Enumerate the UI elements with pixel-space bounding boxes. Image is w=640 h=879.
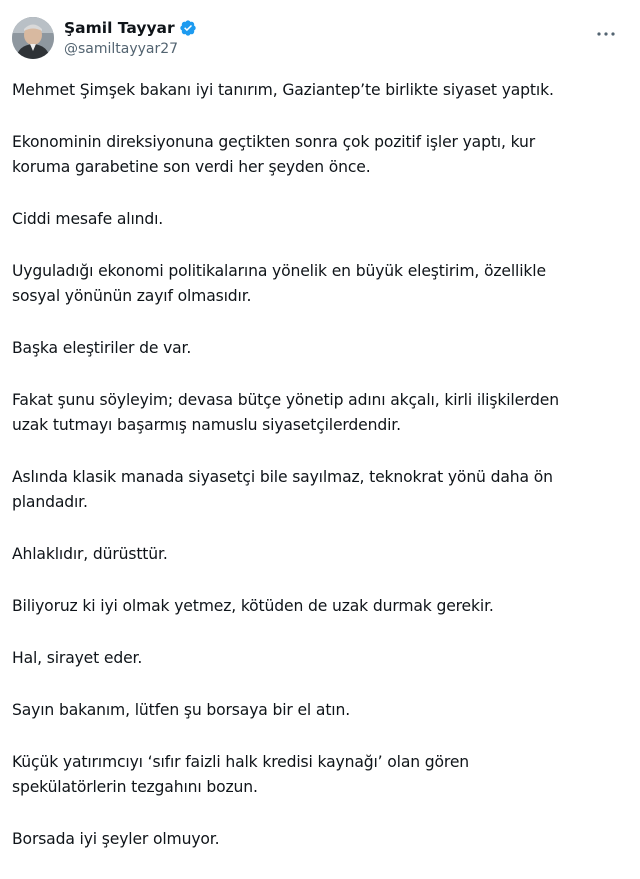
tweet-paragraph: Aslında klasik manada siyasetçi bile sayılmaz, teknokrat yönü daha ön plandadır. xyxy=(12,468,553,511)
tweet-paragraph: Ahlaklıdır, dürüsttür. xyxy=(12,545,168,563)
author-names xyxy=(64,18,197,57)
tweet-text xyxy=(12,78,628,879)
tweet-paragraph: Biliyoruz ki iyi olmak yetmez, kötüden de uzak durmak gerekir. xyxy=(12,597,494,615)
verified-badge-icon xyxy=(179,19,197,37)
display-name[interactable]: Şamil Tayyar xyxy=(64,19,175,37)
tweet-paragraph: Ekonominin direksiyonuna geçtikten sonra çok pozitif işler yaptı, kur koruma garabetine son verdi her şeyden önce. xyxy=(12,133,535,176)
tweet-paragraph: Uyguladığı ekonomi politikalarına yönelik en büyük eleştirim, özellikle sosyal yönünün zayıf olmasıdır. xyxy=(12,262,546,305)
tweet-paragraph: Fakat şunu söyleyim; devasa bütçe yönetip adını akçalı, kirli ilişkilerden uzak tutmayı başarmış namuslu siyasetçilerdendir. xyxy=(12,391,559,434)
more-options-icon[interactable] xyxy=(594,24,618,44)
tweet-paragraph: Başka eleştiriler de var. xyxy=(12,339,192,357)
tweet-paragraph: Küçük yatırımcıyı ‘sıfır faizli halk kredisi kaynağı’ olan gören spekülatörlerin tezgahını bozun. xyxy=(12,753,470,796)
tweet-paragraph: Ciddi mesafe alındı. xyxy=(12,210,164,228)
profile-photo xyxy=(12,17,54,59)
avatar[interactable] xyxy=(12,17,54,59)
tweet-paragraph: Hal, sirayet eder. xyxy=(12,649,143,667)
tweet-header xyxy=(10,14,630,62)
tweet-paragraph: Borsada iyi şeyler olmuyor. xyxy=(12,830,220,848)
handle[interactable]: @samiltayyar27 xyxy=(64,41,179,57)
tweet-paragraph: Mehmet Şimşek bakanı iyi tanırım, Gaziantep’te birlikte siyaset yaptık. xyxy=(12,81,554,99)
tweet-paragraph: Sayın bakanım, lütfen şu borsaya bir el atın. xyxy=(12,701,351,719)
